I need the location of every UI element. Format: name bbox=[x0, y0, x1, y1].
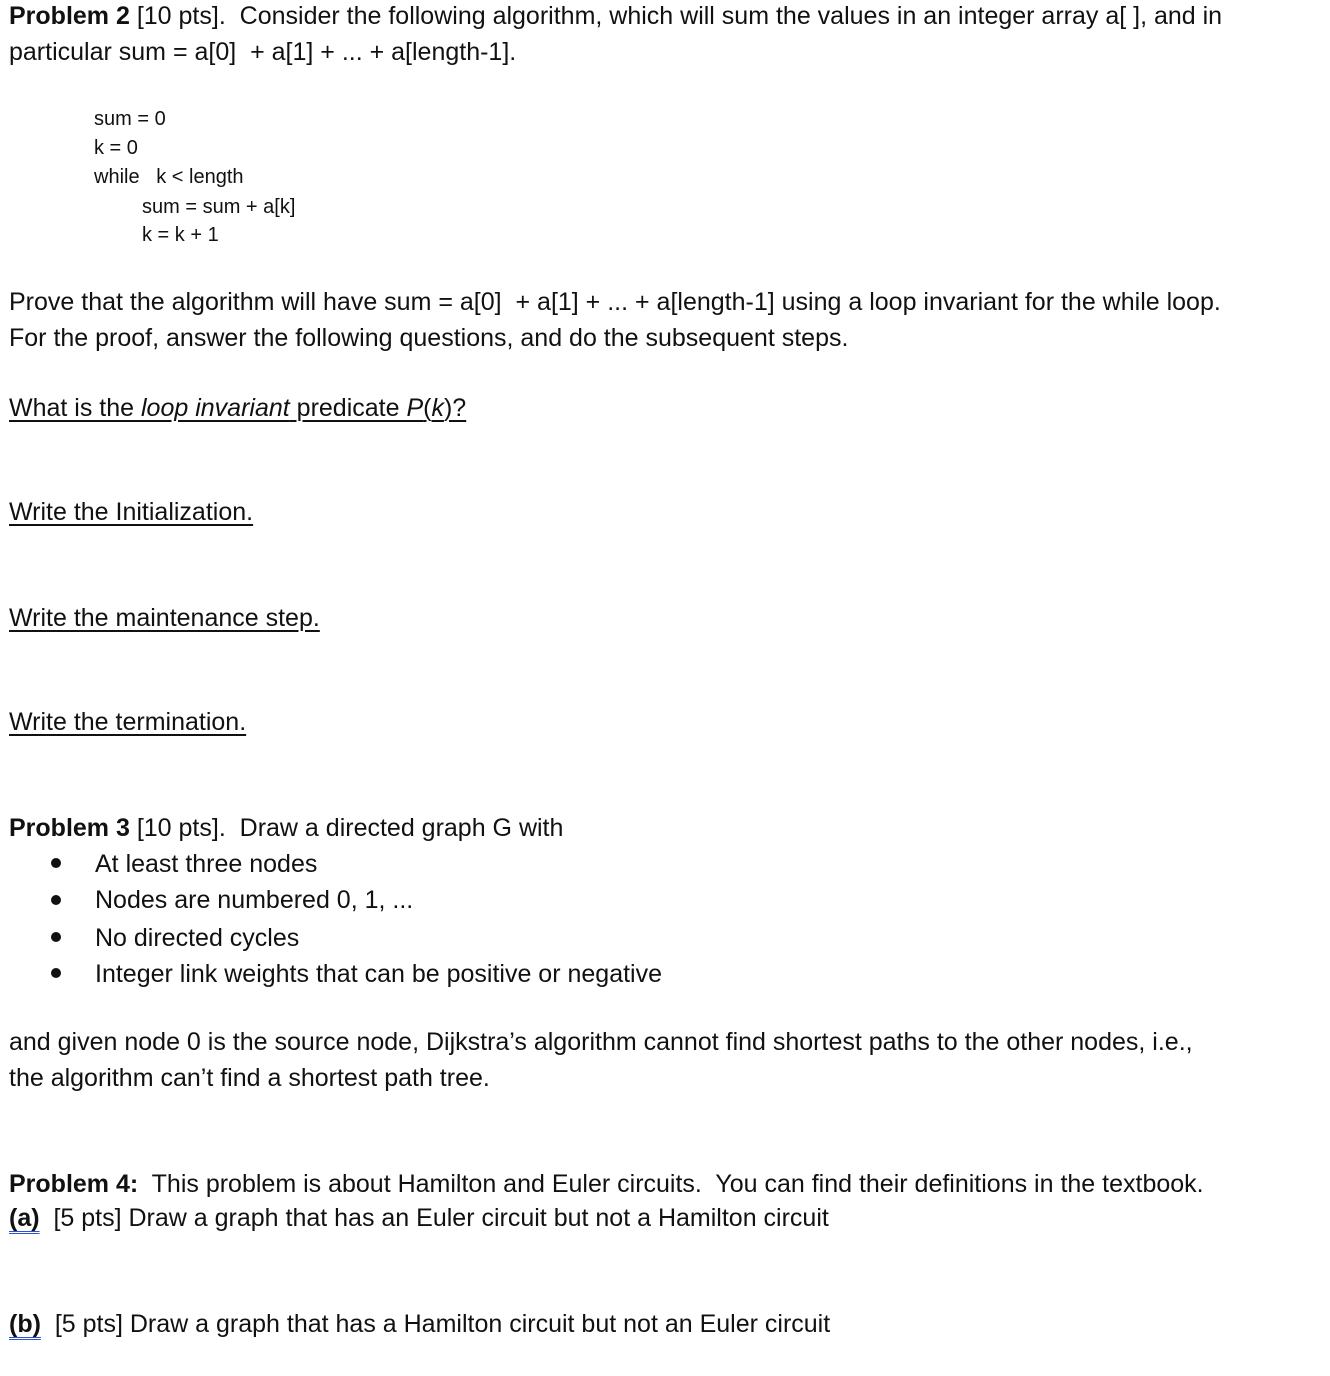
code-line-k-increment: k = k + 1 bbox=[142, 224, 219, 246]
problem2-title: Problem 2 bbox=[9, 2, 130, 30]
problem2-intro-line1 bbox=[9, 1, 1222, 31]
question-invariant-text-1: What is the bbox=[9, 394, 141, 422]
question-invariant-text-4: )? bbox=[443, 394, 467, 422]
code-line-while: while k < length bbox=[94, 166, 244, 188]
question-invariant-text-3: ( bbox=[423, 394, 432, 422]
code-line-sum-update: sum = sum + a[k] bbox=[142, 196, 296, 218]
bullet-item: Nodes are numbered 0, 1, ... bbox=[95, 886, 414, 914]
prove-line2: For the proof, answer the following questions, and do the subsequent steps. bbox=[9, 324, 849, 352]
question-loop-invariant bbox=[9, 393, 466, 423]
question-invariant-italic-3: k bbox=[431, 394, 444, 422]
problem3-intro-text: [10 pts]. Draw a directed graph G with bbox=[129, 814, 564, 842]
bullet-item: Integer link weights that can be positive or negative bbox=[95, 960, 663, 988]
code-line-sum-init: sum = 0 bbox=[94, 108, 166, 130]
problem3-after-line2: the algorithm can’t find a shortest path tree. bbox=[9, 1064, 490, 1092]
part-b-label: (b) bbox=[9, 1310, 41, 1338]
part-b-text: [5 pts] Draw a graph that has a Hamilton circuit but not an Euler circuit bbox=[40, 1310, 831, 1338]
question-invariant-text-2: predicate bbox=[289, 394, 407, 422]
problem2-intro-text: [10 pts]. Consider the following algorithm, which will sum the values in an integer array a[ ], and in bbox=[129, 2, 1223, 30]
question-invariant-italic-2: P bbox=[406, 394, 424, 422]
part-a-text: [5 pts] Draw a graph that has an Euler circuit but not a Hamilton circuit bbox=[39, 1204, 829, 1232]
bullet-dot bbox=[51, 858, 61, 868]
problem4-title: Problem 4: bbox=[9, 1170, 139, 1198]
problem4-part-b bbox=[9, 1309, 830, 1339]
problem4-intro-text: This problem is about Hamilton and Euler circuits. You can find their definitions in the textbook. bbox=[138, 1170, 1204, 1198]
question-maintenance: Write the maintenance step. bbox=[9, 604, 320, 632]
problem4-intro bbox=[9, 1169, 1204, 1199]
prove-line1: Prove that the algorithm will have sum = a[0] + a[1] + ... + a[length-1] using a loop invariant for the while loop. bbox=[9, 288, 1221, 316]
problem2-intro-line2: particular sum = a[0] + a[1] + ... + a[length-1]. bbox=[9, 38, 517, 66]
question-initialization: Write the Initialization. bbox=[9, 498, 254, 526]
problem3-after-line1: and given node 0 is the source node, Dijkstra’s algorithm cannot find shortest paths to the other nodes, i.e., bbox=[9, 1028, 1193, 1056]
problem3-intro bbox=[9, 813, 563, 843]
bullet-dot bbox=[51, 932, 61, 942]
code-line-k-init: k = 0 bbox=[94, 137, 138, 159]
bullet-dot bbox=[51, 968, 61, 978]
problem3-title: Problem 3 bbox=[9, 814, 130, 842]
bullet-item: At least three nodes bbox=[95, 850, 318, 878]
bullet-dot bbox=[51, 895, 61, 905]
problem4-part-a bbox=[9, 1203, 829, 1233]
bullet-item: No directed cycles bbox=[95, 924, 300, 952]
question-invariant-italic-1: loop invariant bbox=[141, 394, 290, 422]
question-termination: Write the termination. bbox=[9, 708, 247, 736]
part-a-label: (a) bbox=[9, 1204, 40, 1232]
